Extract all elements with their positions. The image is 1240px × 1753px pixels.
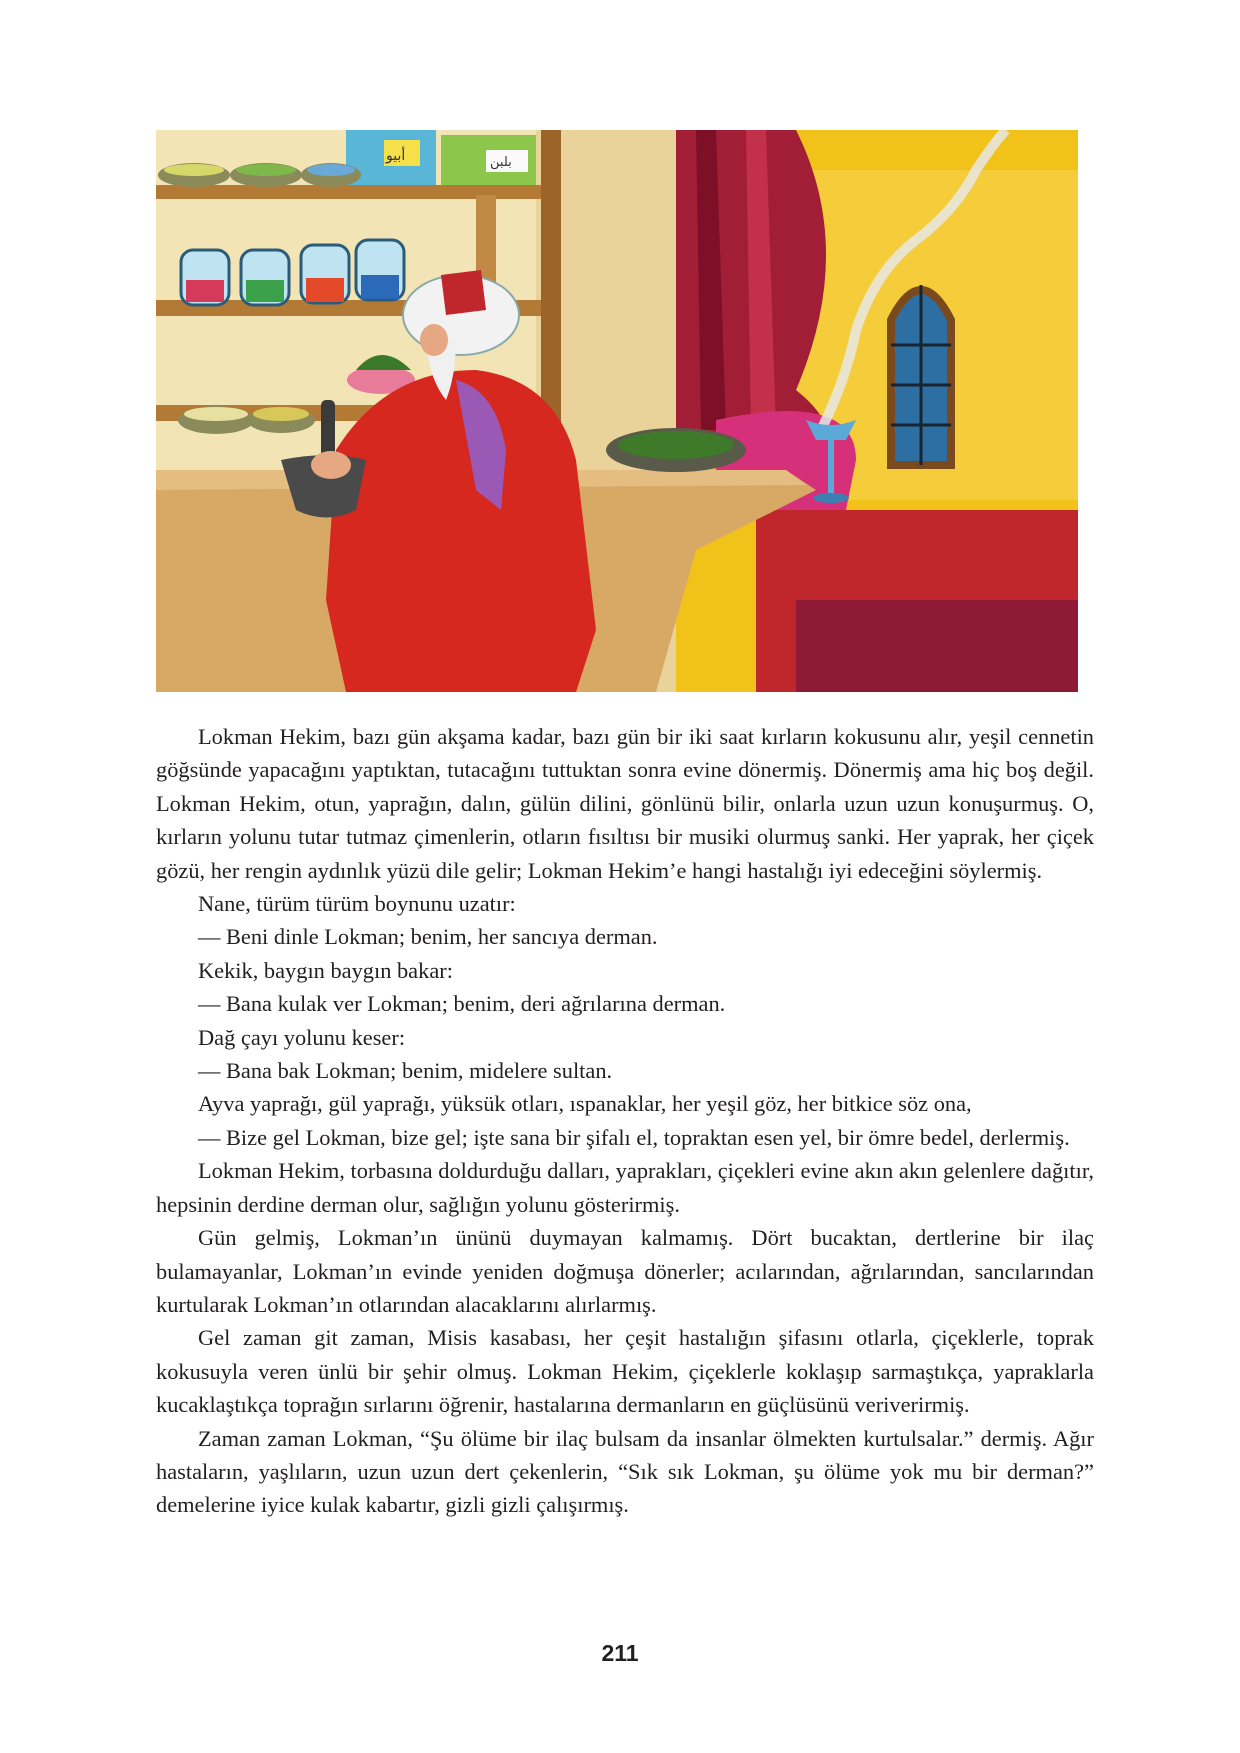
dialogue-line: — Bana bak Lokman; benim, midelere sultan. — [198, 1058, 613, 1084]
dialogue-line: — Beni dinle Lokman; benim, her sancıya derman. — [198, 924, 658, 950]
paragraph: Dağ çayı yolunu keser: — [198, 1024, 406, 1050]
dialogue-line: — Bana kulak ver Lokman; benim, deri ağrılarına derman. — [198, 991, 726, 1017]
paragraph: Lokman Hekim, bazı gün akşama kadar, bazı gün bir iki saat kırların kokusunu alır, yeşil cennetin göğsünde yapacağını yaptıktan, tutacağını tuttuktan sonra evine dönermiş. Dönermiş ama hiç boş değil. Lokman Hekim, otun, yaprağın, dalın, gülün dilini, gönlünü bilir, onlarla uzun uzun konuşurmuş. O, kırların yolunu tutar tutmaz çimenlerin, otların fısıltısı bir musiki olurmuş sanki. Her yaprak, her çiçek gözü, her rengin aydınlık yüzü dile gelir; Lokman Hekim’e hangi hastalığı iyi edeceğini söylermiş. — [156, 724, 1094, 883]
lokman-hekim-illustration — [156, 130, 1078, 692]
dialogue-line: — Bize gel Lokman, bize gel; işte sana bir şifalı el, topraktan esen yel, bir ömre bedel, derlermiş. — [198, 1124, 1070, 1150]
paragraph: Nane, türüm türüm boynunu uzatır: — [198, 891, 516, 917]
curtain — [676, 130, 827, 460]
window — [891, 285, 951, 465]
paragraph: Zaman zaman Lokman, “Şu ölüme bir ilaç bulsam da insanlar ölmekten kurtulsalar.” dermiş. Ağır hastaların, yaşlıların, uzun uzun dert çekenlerin, “Sık sık Lokman, şu ölüme yok mu bir derman?” demelerine iyice kulak kabartır, gizli gizli çalışırmış. — [156, 1425, 1094, 1518]
illustration-svg — [156, 130, 1078, 692]
paragraph: Gün gelmiş, Lokman’ın ününü duymayan kalmamış. Dört bucaktan, dertlerine bir ilaç bulamayanlar, Lokman’ın evinde yeniden doğmuşa dönerler; acılarından, ağrılarından, sancılarından kurtularak Lokman’ın otlarından alacaklarını alırlarmış. — [156, 1225, 1094, 1317]
jar-label-2: بلبن — [490, 154, 512, 169]
paragraph: Gel zaman git zaman, Misis kasabası, her çeşit hastalığın şifasını otlarla, çiçeklerle, toprak kokusuyla veren ünlü bir şehir olmuş. Lokman Hekim, çiçeklerle koklaşıp sarmaştıkça, yapraklarla kucaklaştıkça toprağın sırlarını öğrenir, hastalarına dermanların en güçlüsünü veriverirmiş. — [156, 1325, 1094, 1418]
story-text — [156, 720, 1094, 1522]
paragraph: Ayva yaprağı, gül yaprağı, yüksük otları, ıspanaklar, her yeşil göz, her bitkice söz ona, — [198, 1091, 972, 1117]
jar-label-1: أبيو — [386, 149, 406, 164]
paragraph: Lokman Hekim, torbasına doldurduğu dalları, yaprakları, çiçekleri evine akın akın gelenlere dağıtır, hepsinin derdine derman olur, sağlığın yolunu gösterirmiş. — [156, 1158, 1094, 1217]
paragraph: Kekik, baygın baygın bakar: — [198, 957, 453, 983]
page-number: 211 — [601, 1640, 639, 1666]
